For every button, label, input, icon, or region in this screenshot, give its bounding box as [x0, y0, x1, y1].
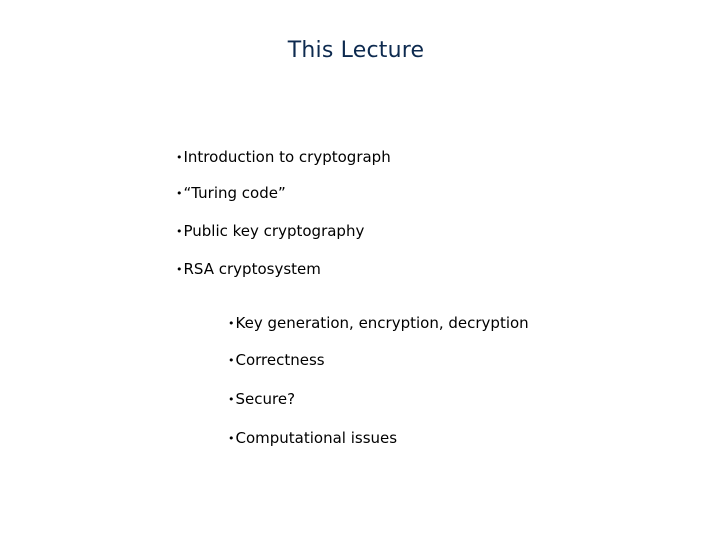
bullet-item	[176, 260, 321, 280]
bullet-marker: •	[228, 432, 235, 445]
sub-bullet-item	[228, 429, 397, 449]
bullet-marker: •	[176, 263, 183, 276]
sub-bullet-item	[228, 390, 295, 410]
bullet-item	[176, 222, 364, 242]
bullet-text: Introduction to cryptograph	[183, 148, 391, 166]
slide-title: This Lecture	[287, 38, 425, 63]
bullet-marker: •	[176, 151, 183, 164]
bullet-marker: •	[228, 354, 235, 367]
bullet-item	[176, 184, 286, 204]
bullet-text: “Turing code”	[183, 184, 286, 202]
bullet-text: Key generation, encryption, decryption	[235, 314, 529, 332]
sub-bullet-item	[228, 314, 529, 334]
bullet-text: Computational issues	[235, 429, 398, 447]
bullet-text: Secure?	[235, 390, 296, 408]
bullet-text: Public key cryptography	[183, 222, 365, 240]
bullet-item	[176, 148, 391, 168]
bullet-marker: •	[176, 225, 183, 238]
bullet-marker: •	[228, 317, 235, 330]
bullet-marker: •	[228, 393, 235, 406]
bullet-marker: •	[176, 187, 183, 200]
sub-bullet-item	[228, 351, 325, 371]
bullet-text: RSA cryptosystem	[183, 260, 321, 278]
bullet-text: Correctness	[235, 351, 325, 369]
